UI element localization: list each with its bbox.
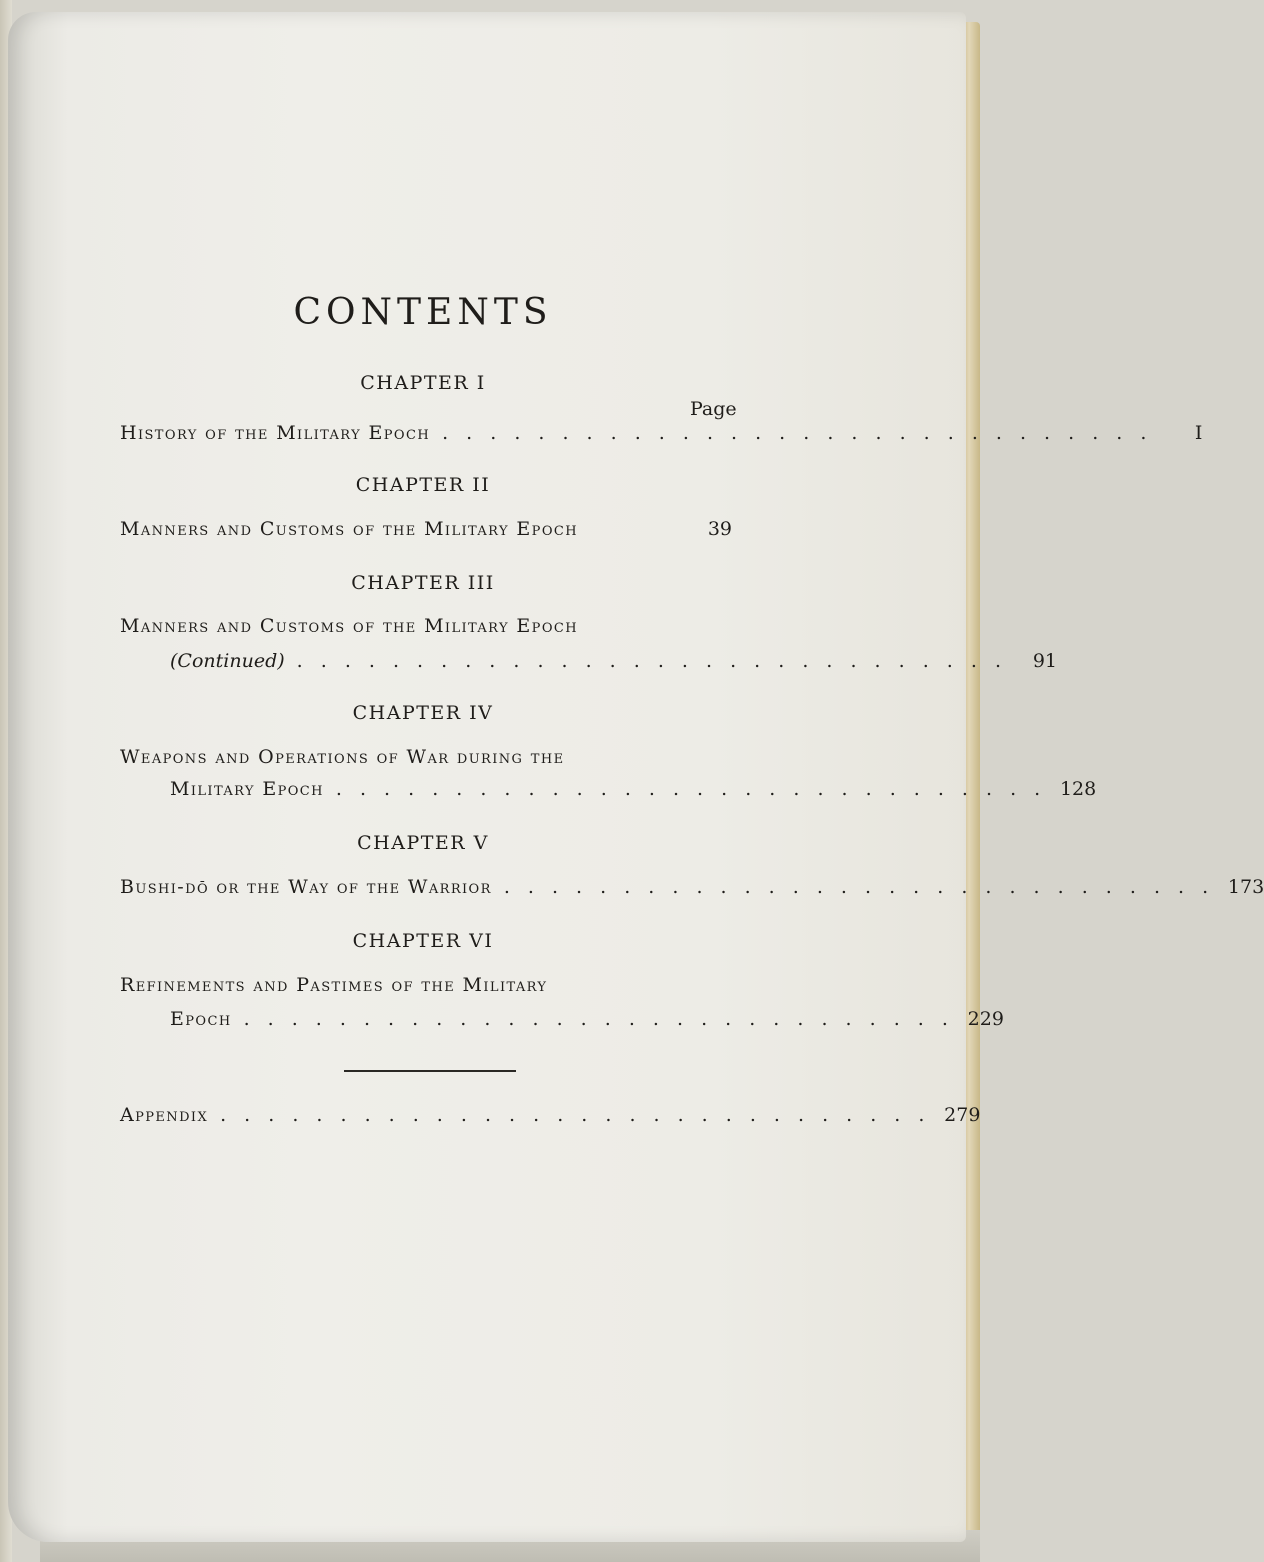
toc-entry-title: Appendix bbox=[120, 1104, 209, 1126]
toc-entry-continued: (Continued) bbox=[170, 650, 285, 672]
toc-entry-title-cont: Epoch bbox=[170, 1008, 232, 1030]
page-column-label: Page bbox=[690, 398, 737, 420]
toc-entry-chapter-4-line-2[interactable] bbox=[170, 778, 1097, 808]
toc-entry-title-cont: Military Epoch bbox=[170, 778, 324, 800]
chapter-heading-6: CHAPTER VI bbox=[352, 930, 494, 952]
toc-page-number: 39 bbox=[707, 518, 732, 540]
dot-leader: . . . . . . . . . . . . . . . . . . . . . . . . . . . . . . bbox=[243, 1008, 954, 1030]
toc-page-number: 91 bbox=[1032, 650, 1057, 672]
toc-page-number: 173 bbox=[1227, 876, 1264, 898]
chapter-heading-2: CHAPTER II bbox=[355, 474, 491, 496]
dot-leader: . . . . . . . . . . . . . . . . . . . . . . . . . . . . . . bbox=[296, 650, 1007, 672]
section-divider bbox=[344, 1070, 516, 1072]
toc-entry-title: Bushi-dō or the Way of the Warrior bbox=[120, 876, 492, 898]
toc-entry-chapter-2[interactable] bbox=[120, 518, 732, 548]
toc-entry-chapter-6-line-1[interactable] bbox=[120, 974, 732, 1004]
chapter-heading-1: CHAPTER I bbox=[360, 372, 486, 394]
dot-leader: . . . . . . . . . . . . . . . . . . . . . . . . . . . . . . bbox=[442, 422, 1153, 444]
toc-page-number: 229 bbox=[967, 1008, 1004, 1030]
toc-entry-chapter-3-line-2[interactable] bbox=[170, 650, 1057, 680]
dot-leader: . . . . . . . . . . . . . . . . . . . . . . . . . . . . . . bbox=[503, 876, 1215, 898]
toc-entry-title: Refinements and Pastimes of the Military bbox=[120, 974, 548, 996]
toc-entry-title: Weapons and Operations of War during the bbox=[120, 746, 565, 768]
page-title: CONTENTS bbox=[293, 292, 553, 333]
chapter-heading-4: CHAPTER IV bbox=[352, 702, 494, 724]
dot-leader: . . . . . . . . . . . . . . . . . . . . . . . . . . . . . . bbox=[335, 778, 1047, 800]
toc-entry-chapter-1[interactable] bbox=[120, 422, 1203, 452]
toc-entry-title: History of the Military Epoch bbox=[120, 422, 431, 444]
toc-entry-chapter-5[interactable] bbox=[120, 876, 1264, 906]
toc-entry-chapter-6-line-2[interactable] bbox=[170, 1008, 1004, 1038]
chapter-heading-3: CHAPTER III bbox=[351, 572, 495, 594]
toc-page-number: I bbox=[1194, 422, 1203, 444]
toc-entry-chapter-4-line-1[interactable] bbox=[120, 746, 732, 776]
toc-entry-appendix[interactable] bbox=[120, 1104, 981, 1134]
toc-page-number: 128 bbox=[1059, 778, 1097, 800]
continued-label: Continued bbox=[177, 650, 278, 672]
chapter-heading-5: CHAPTER V bbox=[357, 832, 489, 854]
dot-leader: . . . . . . . . . . . . . . . . . . . . . . . . . . . . . . bbox=[220, 1104, 931, 1126]
toc-entry-title: Manners and Customs of the Military Epoch bbox=[120, 615, 578, 637]
toc-page-number: 279 bbox=[944, 1104, 981, 1126]
toc-entry-title: Manners and Customs of the Military Epoch bbox=[120, 518, 578, 540]
contents-page bbox=[8, 12, 1264, 1542]
toc-entry-chapter-3-line-1[interactable] bbox=[120, 615, 732, 645]
